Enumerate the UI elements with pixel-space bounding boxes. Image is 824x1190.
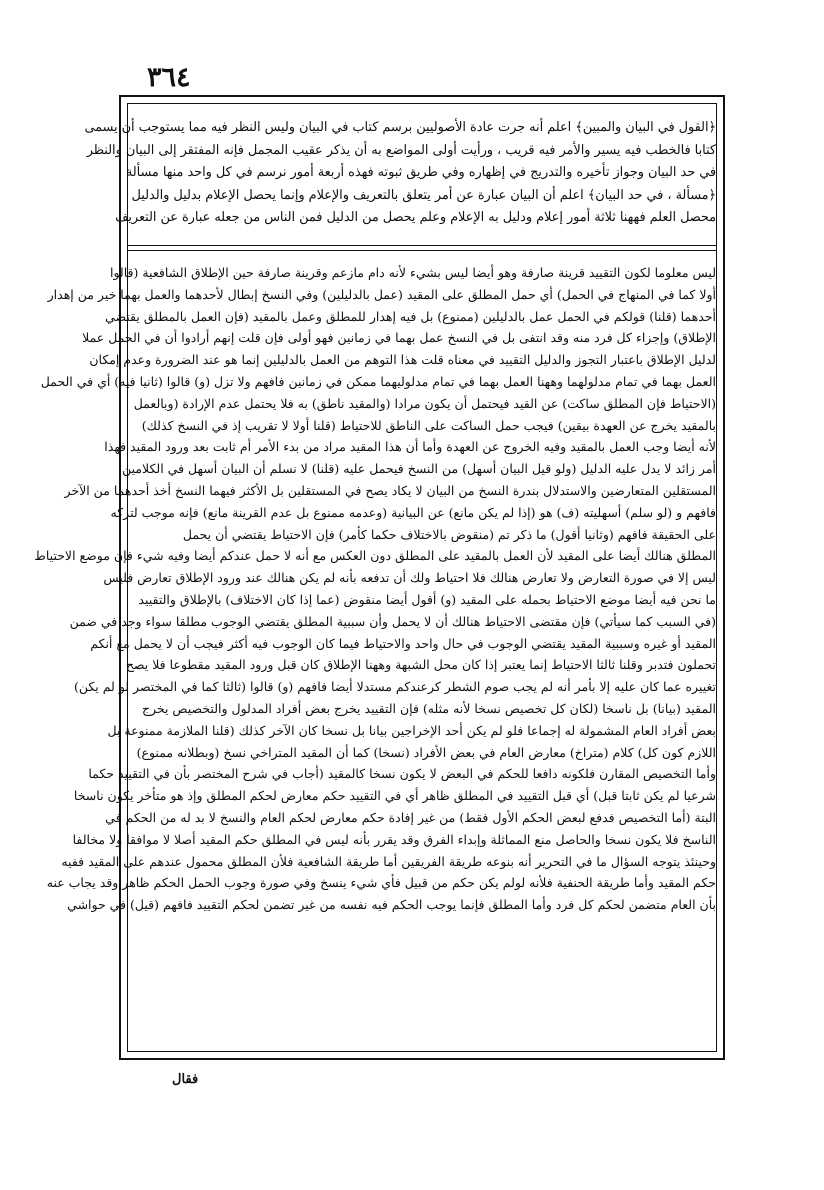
main-section-line: بأن العام متضمن لحكم كل فرد وأما المطلق فإنما يوجب الحكم فيه نفسه من غير تضمن لحكم التقييد فافهم (قيل) في حواشي (67, 897, 716, 913)
section-divider (127, 245, 717, 246)
main-section-line: فافهم و (لو سلم) أسهليته (ف) هو (إذا لم يكن مانع) عن البيانية (وعدمه ممنوع بل عدم القرينة مانع) فإنه موجب لتركه (110, 504, 716, 520)
main-section-line: وأما التخصيص المقارن فلكونه دافعا للحكم في البعض لا يكون نسخا كالمقيد (أجاب في شرح المختصر بأن في التقييد حكما (88, 766, 716, 782)
main-text-block (34, 262, 716, 916)
main-section-line: أحدهما (قلنا) قولكم في الحمل عمل بالدليلين (ممنوع) بل فيه إهدار للمطلق وعمل بالمقيد (فإن العمل بالمطلق يقتضي (105, 308, 716, 324)
main-section-line: العمل بهما في تمام مدلولهما وههنا العمل بهما في تمام مدلوليهما ممكن في زمانين فافهم ولا تزل (و) قالوا (ثانيا فيه) أي في الحمل (40, 373, 716, 389)
main-section-line: اللازم كون كل) كلام (متراخ) معارض العام في بعض الأفراد (نسخا) كما أن المقيد المتراخي نسخ (وبطلانه ممنوع) (136, 744, 716, 760)
main-section-line: ما نحن فيه أيضا موضع الاحتياط بحمله على المقيد (و) أقول أيضا منقوض (عما إذا كان الاختلاف) بالإطلاق والتقييد (138, 591, 716, 607)
main-section-line: تحملون فتدبر وقلنا ثالثا الاحتياط إنما يعتبر إذا كان محل الشبهة وههنا الإطلاق كان قبل ورود المقيد مقطوعا فلا يصح (125, 657, 716, 673)
top-section-line: ﴿مسألة ، في حد البيان﴾ اعلم أن البيان عبارة عن أمر يتعلق بالتعريف والإعلام وإنما يحصل الإعلام بدليل والدليل (131, 187, 716, 203)
main-section-line: حكم المقيد وأما طريقة الحنفية فلأنه لولم يكن حكم من قبيل فأي شيء ينسخ وفي صورة وجوب الحمل الحكم ظاهر وقد يجاب عنه (46, 875, 716, 891)
page-number: ٣٦٤ (147, 62, 191, 93)
main-section-line: (الاحتياط فإن المطلق ساكت) عن القيد فيحتمل أن يكون مرادا (والمقيد ناطق) به فلا يحتمل عدم الإرادة (وبالعمل (133, 395, 716, 411)
main-section-line: لدليل الإطلاق باعتبار التجوز والدليل التقييد في معناه قلت هذا التوهم من العمل بالدليلين إنما هو عند الضرورة وعدم إمكان (89, 352, 716, 368)
main-section-line: أمر زائد لا يدل عليه الدليل (ولو قيل البيان أسهل) من النسخ فيحمل عليه (قلنا) لا نسلم أن البيان أسهل في الكلامين (122, 461, 716, 477)
main-section-line: بعض أفراد العام المشمولة له إجماعا فلو لم يكن أحد الإخراجين بيانا بل نسخا كان الآخر كذلك (قلنا الملازمة ممنوعة بل (107, 722, 716, 738)
main-section-line: على الحقيقة فافهم (وثانيا أقول) ما ذكر تم (منقوض بالاختلاف حكما كأمر) فإن الاحتياط يقتضي أن يحمل (182, 526, 716, 542)
main-section-line: الناسخ فلا يكون نسخا والحاصل منع المماثلة وإبداء الفرق وقد يقرر بأنه ليس في المطلق حكم المقيد أصلا لا موافقا ولا مخالفا (72, 831, 716, 847)
main-section-line: الإطلاق) وإجزاء كل فرد منه وقد انتفى بل في النسخ عمل بهما في زمانين فهو أولى فإن قلت إنهم أرادوا أن في الحمل عملا (82, 330, 716, 346)
top-section-line: ﴿القول في البيان والمبين﴾ اعلم أنه جرت عادة الأصوليين برسم كتاب في البيان وليس النظر فيه مما يستوجب أن يسمى (84, 120, 716, 135)
catchword: فقال (172, 1072, 199, 1087)
main-section-line: المطلق هنالك أيضا على المقيد لأن العمل بالمقيد على المطلق دون العكس مع أنه لا حمل عندكم أيضا وفيه شيء فإن موضع الاحتياط (34, 548, 716, 564)
main-section-line: وحينئذ يتوجه السؤال ما في التحرير أنه بنوعه طريقة الفريقين أما طريقة الشافعية فلأن المطلق محمول عندهم على المقيد ففيه (61, 853, 716, 869)
main-section-line: ليس معلوما لكون التقييد قرينة صارفة وهو أيضا ليس بشيء لأنه دام مازعم وقرينة صارفة حين الإطلاق الشافعية (قالوا (109, 265, 716, 280)
main-section-line: المقيد أو غيره وسببية المقيد يقتضي الوجوب في حال واحد والاحتياط فيما كان الوجوب فيه أكثر فيجب أن لا يحمل مع أنكم (90, 635, 716, 651)
main-section-line: تغييره عما كان عليه إلا بأمر أنه لم يجب صوم الشطر كرعندكم مستدلا أيضا فافهم (و) قالوا (ثالثا كما في المختصر لو لم يكن) (73, 679, 716, 695)
main-section-line: ليس إلا في صورة التعارض ولا تعارض هنالك فلا احتياط ولك أن تدفعه بأنه لم يكن هنالك عند ورود الإطلاق تعارض فليس (103, 570, 716, 586)
top-section-line: كتابا فالخطب فيه يسير والأمر فيه قريب ، ورأيت أولى المواضع به أن يذكر عقيب المجمل فإنه المفتقر إلى البيان والنظر (86, 142, 716, 158)
main-section-line: المقيد (بيانا) بل ناسخا (لكان كل تخصيص نسخا لأنه مثله) فإن التقييد يخرج بعض أفراد المدلول والتخصيص يخرج (141, 700, 716, 716)
top-text-block (84, 117, 716, 230)
top-section-line: محصل العلم فههنا ثلاثة أمور إعلام ودليل به الإعلام وعلم يحصل من الدليل فمن الناس من جعله عبارة عن التعريف (115, 210, 716, 225)
main-section-line: شرعيا لم يكن ثابتا قبل) أي قبل التقييد في المطلق ظاهر أي في التقييد حكم معارض لحكم المطلق وإذ هو متأخر يكون ناسخا (73, 788, 716, 804)
main-section-line: بالمقيد يخرج عن العهدة بيقين) فيجب حمل الساكت على الناطق للاحتياط (قلنا أولا لا تقريب إذ في النسخ كذلك) (141, 417, 716, 433)
main-section-line: البتة (أما التخصيص فدفع لبعض الحكم الأول فقط) من غير إفادة حكم معارض لحكم العام والنسخ لا بد له من الحكم في (105, 809, 716, 825)
main-section-line: المستقلين المتعارضين والاستدلال بندرة النسخ من البيان لا يكاد يصح في المستقلين بل الأكثر فيهما النسخ أخذ أحدهما من الآخر (64, 482, 716, 498)
main-section-line: أولا كما في المنهاج في الحمل) أي حمل المطلق على المقيد (عمل بالدليلين) وفي النسخ إبطال لأحدهما والعمل بهما خير من إهدار (47, 286, 716, 302)
section-divider-secondary (127, 250, 717, 251)
top-section-line: في حد البيان وجواز تأخيره والتدريج في إظهاره وفي طريق ثبوته فهذه أربعة أمور نرسم في كل واحد منها مسألة (125, 165, 716, 180)
main-section-line: (في السبب كما سيأتي) فإن مقتضى الاحتياط هنالك أن لا يحمل وأن سببية المطلق يقتضي الوجوب مطلقا سواء وجد في ضمن (69, 613, 716, 629)
main-section-line: لأنه أيضا وجب العمل بالمقيد وفيه الخروج عن العهدة وأما أن هذا المقيد مراد من بدء الأمر أم ثابت بعد ورود المقيد فهذا (104, 439, 716, 455)
